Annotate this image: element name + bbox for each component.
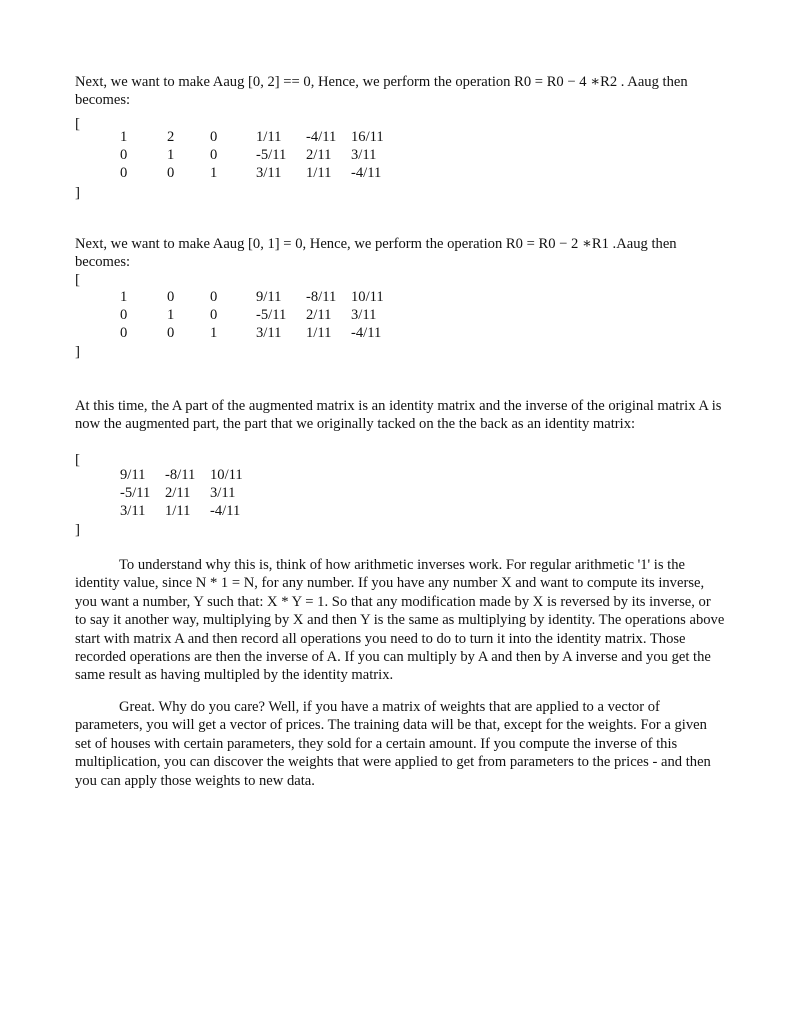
matrix-cell: -8/11 [165, 467, 196, 483]
matrix-cell: -4/11 [306, 129, 337, 145]
step2-close-bracket: ] [75, 344, 80, 360]
matrix-cell: 9/11 [120, 467, 146, 483]
matrix-cell: 0 [120, 147, 128, 163]
matrix-cell: 2 [167, 129, 175, 145]
matrix-cell: -5/11 [120, 485, 151, 501]
step1-text: Next, we want to make Aaug [0, 2] == 0, Hence, we perform the operation R0 = R0 − 4 ∗R2 . Aaug then becomes: [75, 74, 688, 109]
matrix-cell: 3/11 [351, 307, 377, 323]
matrix-cell: 0 [120, 325, 128, 341]
step2-text: Next, we want to make Aaug [0, 1] = 0, Hence, we perform the operation R0 = R0 − 2 ∗R1 .Aaug then becomes: [75, 236, 677, 271]
matrix-cell: 0 [167, 325, 175, 341]
matrix-cell: 1 [167, 307, 175, 323]
matrix-cell: 1 [167, 147, 175, 163]
explanation-paragraph: To understand why this is, think of how arithmetic inverses work. For regular arithmetic '1' is the identity value, since N * 1 = N, for any number. If you have any number X and want to compute its inverse, you want a number, Y such that: X * Y = 1. So that any modification made by X is reversed by its inverse, or to say it another way, multiplying by X and then Y is the same as multiplying by identity. The operations above start with matrix A and then record all operations you need to do to turn it into the identity matrix. Those recorded operations are then the inverse of A. If you can multiply by A and then by A inverse and you get the same result as having multipled by the identity matrix. [75, 557, 725, 684]
matrix-cell: 3/11 [120, 503, 146, 519]
matrix-cell: 1/11 [306, 325, 332, 341]
matrix-cell: 1 [210, 325, 218, 341]
result-text: At this time, the A part of the augmented matrix is an identity matrix and the inverse of the original matrix A is now the augmented part, the part that we originally tacked on the the back as an identity matrix: [75, 398, 722, 433]
step1-close-bracket: ] [75, 185, 80, 201]
matrix-cell: -5/11 [256, 307, 287, 323]
matrix-cell: 2/11 [165, 485, 191, 501]
matrix-cell: 0 [210, 289, 218, 305]
matrix-cell: 1/11 [306, 165, 332, 181]
matrix-cell: 1/11 [165, 503, 191, 519]
matrix-cell: 2/11 [306, 147, 332, 163]
matrix-cell: 3/11 [256, 325, 282, 341]
matrix-cell: -4/11 [351, 325, 382, 341]
matrix-cell: 0 [210, 147, 218, 163]
matrix-cell: 16/11 [351, 129, 384, 145]
matrix-cell: 0 [167, 289, 175, 305]
matrix-cell: 0 [120, 165, 128, 181]
matrix-cell: 3/11 [351, 147, 377, 163]
matrix-cell: 1 [120, 289, 128, 305]
matrix-cell: -4/11 [210, 503, 241, 519]
result-open-bracket: [ [75, 452, 80, 468]
matrix-cell: 0 [120, 307, 128, 323]
matrix-cell: 10/11 [351, 289, 384, 305]
matrix-cell: 1/11 [256, 129, 282, 145]
result-close-bracket: ] [75, 522, 80, 538]
matrix-cell: 0 [210, 307, 218, 323]
step1-open-bracket: [ [75, 116, 80, 132]
matrix-cell: -8/11 [306, 289, 337, 305]
matrix-cell: 10/11 [210, 467, 243, 483]
matrix-cell: 0 [167, 165, 175, 181]
motivation-paragraph: Great. Why do you care? Well, if you have a matrix of weights that are applied to a vector of parameters, you will get a vector of prices. The training data will be that, except for the weights. For a given set of houses with certain parameters, they sold for a certain amount. If you compute the inverse of this multiplication, you can discover the weights that were applied to get from parameters to the prices - and then you can apply those weights to new data. [75, 699, 711, 789]
matrix-cell: -4/11 [351, 165, 382, 181]
step2-open-bracket: [ [75, 272, 80, 288]
matrix-cell: 3/11 [210, 485, 236, 501]
matrix-cell: 1 [210, 165, 218, 181]
matrix-cell: 0 [210, 129, 218, 145]
matrix-cell: 1 [120, 129, 128, 145]
matrix-cell: -5/11 [256, 147, 287, 163]
matrix-cell: 9/11 [256, 289, 282, 305]
matrix-cell: 3/11 [256, 165, 282, 181]
matrix-cell: 2/11 [306, 307, 332, 323]
